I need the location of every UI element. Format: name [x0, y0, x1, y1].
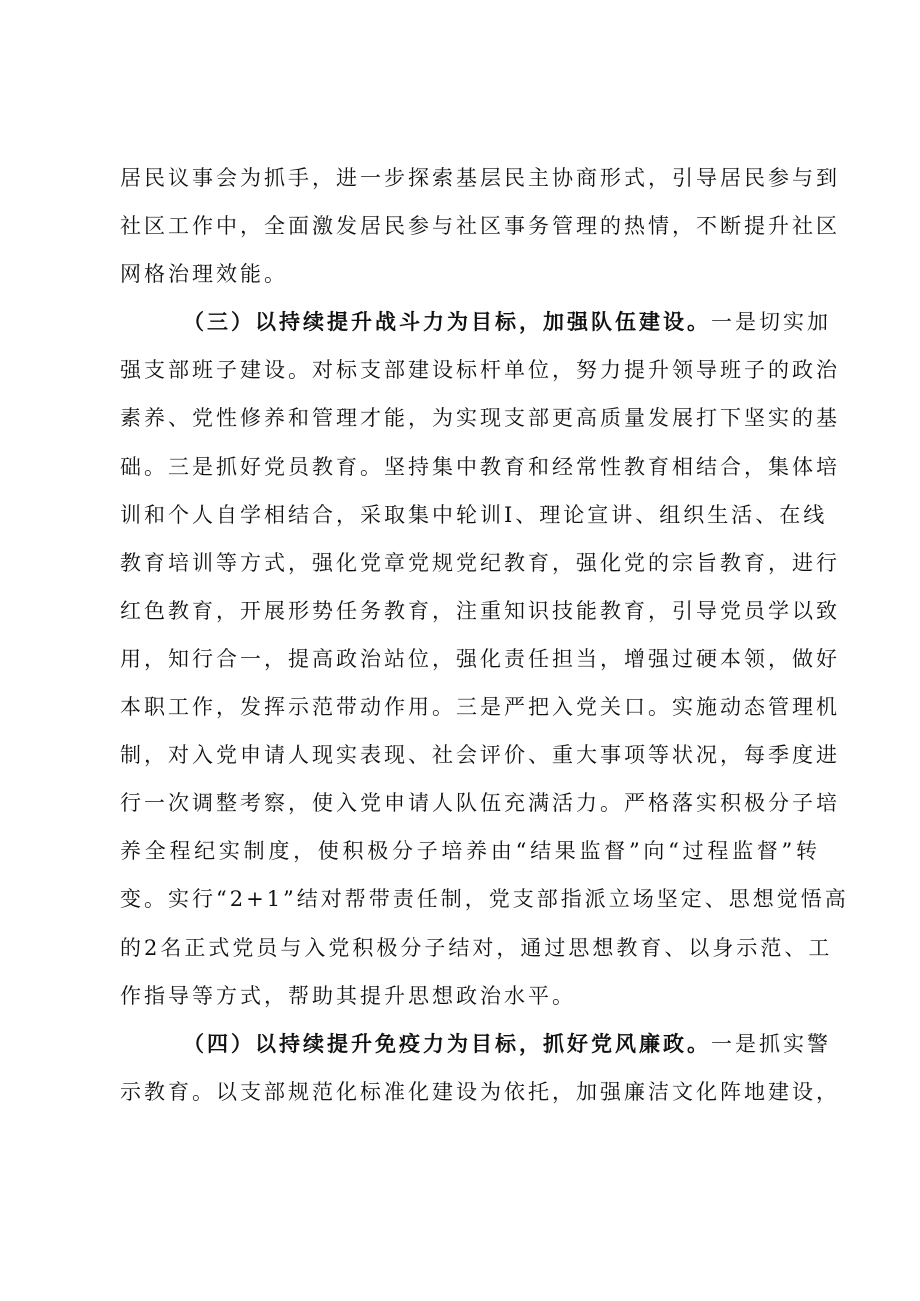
paragraph-team-building — [120, 298, 849, 1019]
text-line — [120, 298, 831, 346]
paragraph-community — [120, 154, 840, 298]
text-line: 红色教育，开展形势任务教育，注重知识技能教育，引导党员学以致 — [120, 598, 840, 623]
text-line: 居民议事会为抓手，进一步探索基层民主协商形式，引导居民参与到 — [120, 166, 840, 190]
section-heading: （三）以持续提升战斗力为目标，加强队伍建设。 — [183, 309, 711, 335]
text-line: 示教育。以支部规范化标准化建设为依托，加强廉洁文化阵地建设， — [120, 1079, 840, 1104]
text-line: 行一次调整考察，使入党申请人队伍充满活力。严格落实积极分子培 — [120, 791, 840, 816]
paragraph-party-conduct — [120, 1020, 840, 1116]
text-line: 的2名正式党员与入党积极分子结对，通过思想教育、以身示范、工 — [120, 935, 833, 960]
text-line: 教育培训等方式，强化党章党规党纪教育，强化党的宗旨教育，进行 — [120, 550, 840, 575]
text-line: 养全程纪实制度，使积极分子培养由“结果监督”向“过程监督”转 — [120, 839, 820, 864]
section-heading: （四）以持续提升免疫力为目标，抓好党风廉政。 — [183, 1030, 711, 1056]
text-line: 网格治理效能。 — [120, 262, 288, 287]
text-run: 一是切实加 — [711, 310, 831, 335]
text-run: 一是抓实警 — [711, 1031, 831, 1056]
text-line: 变。实行“2+1”结对帮带责任制，党支部指派立场坚定、思想觉悟高 — [120, 887, 849, 912]
text-line: 社区工作中，全面激发居民参与社区事务管理的热情，不断提升社区 — [120, 214, 840, 239]
text-line: 素养、党性修养和管理才能，为实现支部更高质量发展打下坚实的基 — [120, 406, 840, 431]
text-line: 作指导等方式，帮助其提升思想政治水平。 — [120, 983, 576, 1008]
text-line: 础。三是抓好党员教育。坚持集中教育和经常性教育相结合，集体培 — [120, 454, 840, 479]
text-line: 用，知行合一，提高政治站位，强化责任担当，增强过硬本领，做好 — [120, 646, 840, 671]
text-line: 本职工作，发挥示范带动作用。三是严把入党关口。实施动态管理机 — [120, 695, 840, 720]
text-line: 制，对入党申请人现实表现、社会评价、重大事项等状况，每季度进 — [120, 743, 840, 768]
text-line — [120, 1020, 831, 1068]
text-line: 训和个人自学相结合，采取集中轮训I、理论宣讲、组织生活、在线 — [120, 502, 828, 527]
text-line: 强支部班子建设。对标支部建设标杆单位，努力提升领导班子的政治 — [120, 358, 840, 383]
